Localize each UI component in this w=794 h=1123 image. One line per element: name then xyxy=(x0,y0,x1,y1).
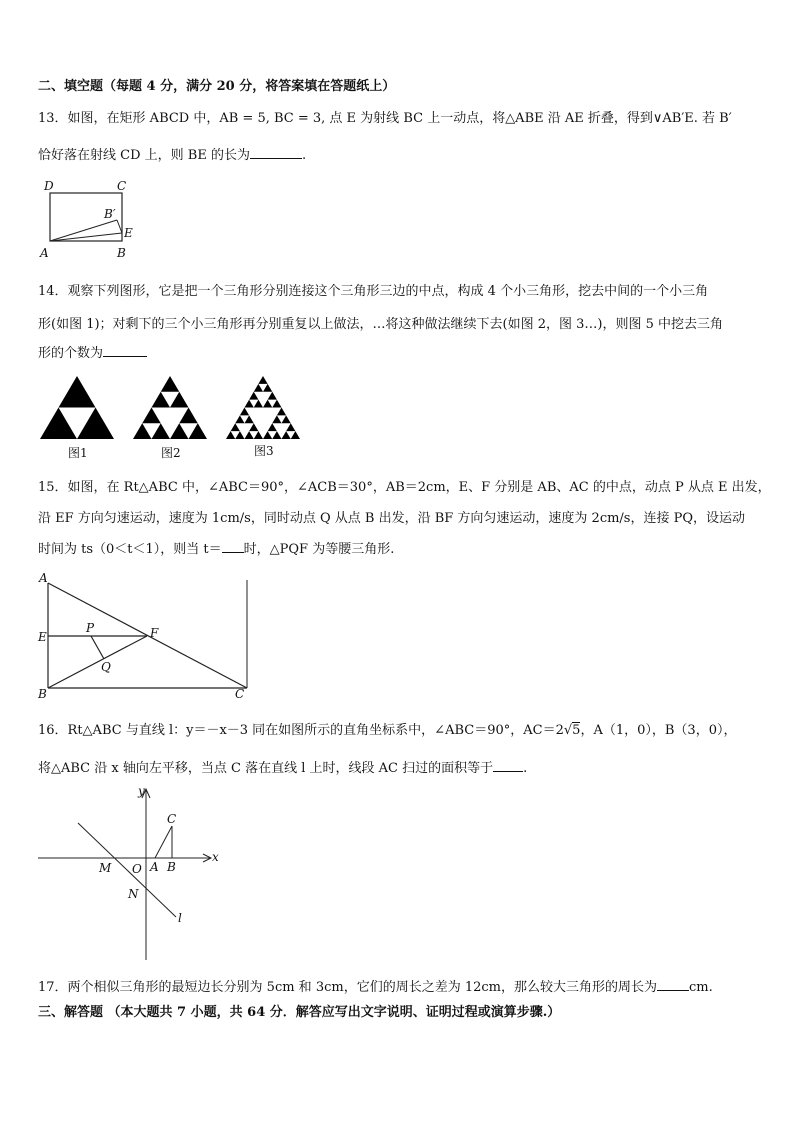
q15-label-e: E xyxy=(38,630,47,644)
q15-label-b: B xyxy=(38,687,47,701)
section-2-heading: 二、填空题（每题 4 分，满分 20 分，将答案填在答题纸上） xyxy=(38,79,396,94)
q13-label-bprime: B′ xyxy=(104,207,116,221)
q15-label-a: A xyxy=(39,571,48,585)
q15-line-1: 15．如图，在 Rt△ABC 中，∠ABC＝90°，∠ACB＝30°，AB＝2cm，E、F 分别是 AB、AC 的中点，动点 P 从点 E 出发， xyxy=(38,480,771,495)
q13-label-a: A xyxy=(40,246,49,260)
q13-label-d: D xyxy=(44,179,54,193)
q15-label-p: P xyxy=(86,621,95,635)
q15-label-f: F xyxy=(150,626,159,640)
q17-answer-blank xyxy=(657,978,689,991)
q13-label-c: C xyxy=(117,179,127,193)
q13-line-2-end: . xyxy=(301,148,307,163)
q16-sqrt-value: 5 xyxy=(572,723,581,738)
caption-figure-3: 图3 xyxy=(254,444,274,458)
q15-label-c: C xyxy=(235,687,245,701)
q16-line-2-end: . xyxy=(523,761,528,776)
q16-label-y: y xyxy=(138,784,145,798)
q16-label-c: C xyxy=(167,812,177,826)
q14-line-2: 形(如图 1)；对剩下的三个小三角形再分别重复以上做法，…将这种做法继续下去(如图 2，图 3…)，则图 5 中挖去三角 xyxy=(38,317,724,332)
q13-line-2-text: 恰好落在射线 CD 上，则 BE 的长为 xyxy=(38,148,250,163)
q17-unit: cm. xyxy=(688,980,713,995)
section-3-heading: 三、解答题 （本大题共 7 小题，共 64 分．解答应写出文字说明、证明过程或演算步骤.） xyxy=(38,1005,561,1020)
q16-label-n: N xyxy=(128,887,139,901)
q17-text: 17．两个相似三角形的最短边长分别为 5cm 和 3cm，它们的周长之差为 12cm，那么较大三角形的周长为 xyxy=(38,980,657,995)
q16-label-m: M xyxy=(99,861,112,875)
q13-label-e: E xyxy=(124,226,133,240)
q16-label-o: O xyxy=(132,862,142,876)
q16-line-2-text: 将△ABC 沿 x 轴向左平移，当点 C 落在直线 l 上时，线段 AC 扫过的面积等于 xyxy=(38,761,494,776)
q14-line-3-text: 形的个数为 xyxy=(38,346,104,361)
q16-label-l: l xyxy=(178,911,182,925)
q16-label-a: A xyxy=(150,860,159,874)
q13-line-1: 13．如图，在矩形 ABCD 中，AB = 5, BC = 3, 点 E 为射线 BC 上一动点，将△ABE 沿 AE 折叠，得到∨AB′E. 若 B′ xyxy=(38,111,732,126)
q15-line-2: 沿 EF 方向匀速运动，速度为 1cm/s，同时动点 Q 从点 B 出发，沿 BF 方向匀速运动，速度为 2cm/s，连接 PQ，设运动 xyxy=(38,511,746,526)
q15-line-3-text-a: 时间为 ts（0＜t＜1），则当 t＝ xyxy=(38,542,222,557)
caption-figure-1: 图1 xyxy=(68,446,88,460)
q16-label-b: B xyxy=(167,860,176,874)
q16-sqrt-sign: √ xyxy=(563,723,573,738)
q16-line-1-text-a: 16．Rt△ABC 与直线 l：y＝－x－3 同在如图所示的直角坐标系中，∠ABC＝90°，AC＝2 xyxy=(38,723,564,738)
q15-label-q: Q xyxy=(101,660,111,674)
q16-label-x: x xyxy=(212,850,219,864)
q15-line-3-text-b: 时，△PQF 为等腰三角形. xyxy=(243,542,395,557)
q14-line-1: 14．观察下列图形，它是把一个三角形分别连接这个三角形三边的中点，构成 4 个小三角形，挖去中间的一个小三角 xyxy=(38,284,709,299)
caption-figure-2: 图2 xyxy=(161,446,181,460)
q16-line-1-text-b: ，A（1，0），B（3，0）， xyxy=(580,723,737,738)
q13-label-b: B xyxy=(117,246,126,260)
q17-line xyxy=(38,978,713,997)
